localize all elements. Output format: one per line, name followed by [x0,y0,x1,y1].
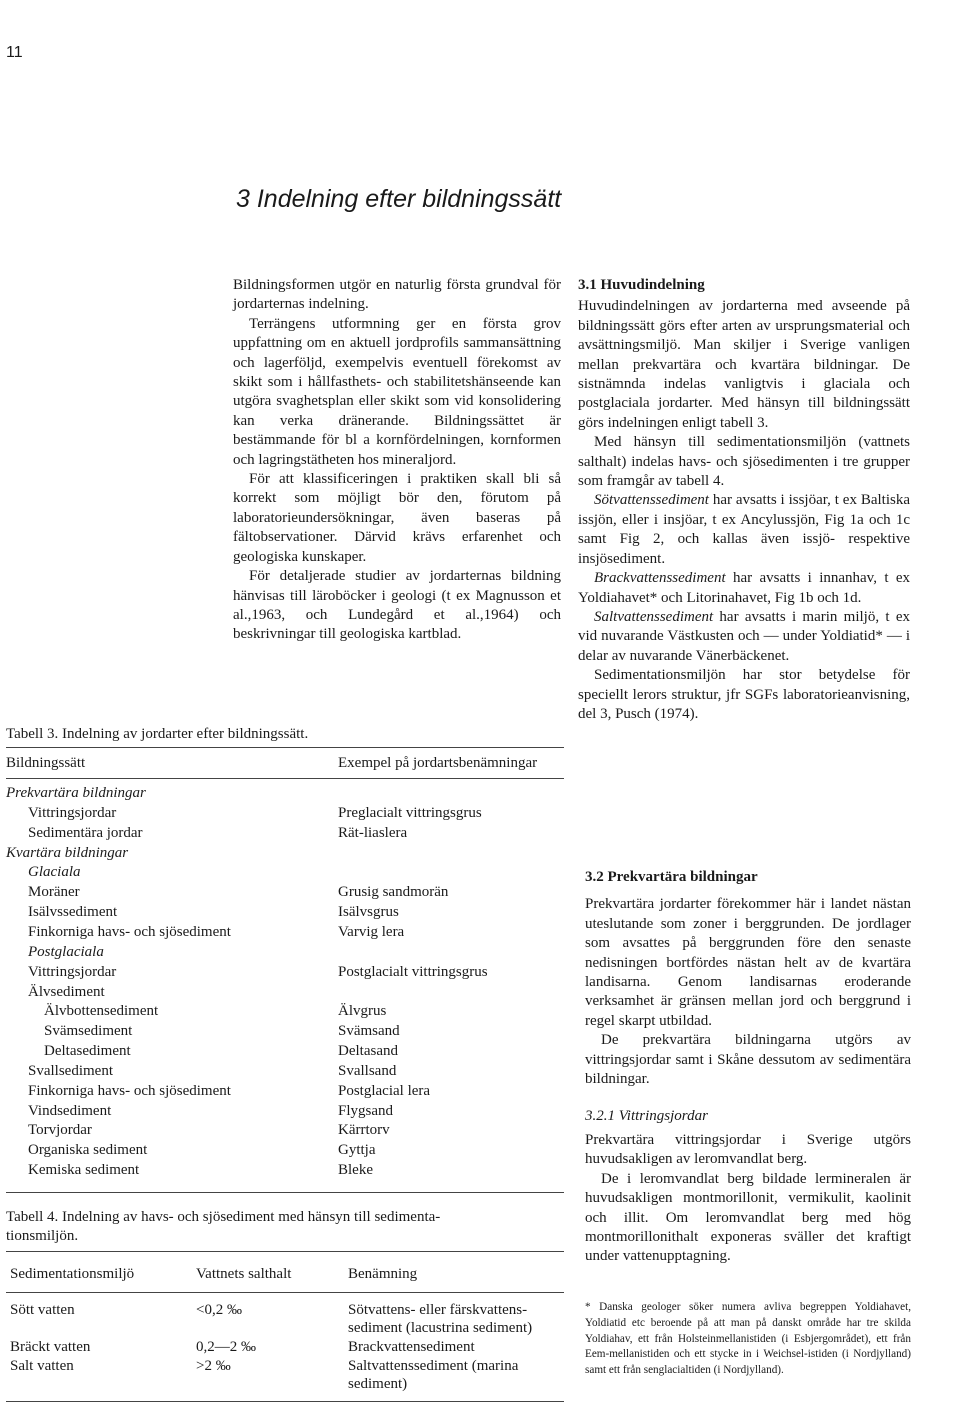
table3-cell-exempel: Deltasand [338,1043,398,1060]
table4-cell: Brackvattensediment [348,1339,475,1355]
table3-header-rule [6,778,564,779]
paragraph: De i leromvandlat berg bildade lermineralen är huvudsakligen montmorillonit, vermikulit, kaolinit och illit. Om leromvandlat berg med hög montmorillonithalt exponeras sväller det kraftigt under vattenupptagning. [585,1170,911,1265]
paragraph: För att klassificeringen i praktiken skall bli så korrekt som möjligt bör den, förutom på laboratorieundersökningar, även baseras på fältobservationer. Därvid krävs erfarenhet och geologiska kunskaper. [233,471,561,565]
table4-cell: Sötvattens- eller färskvattens- [348,1302,528,1318]
paragraph: Sedimentationsmiljön har stor betydelse för speciellt lerors struktur, jfr SGFs laboratorieanvisning, del 3, Pusch (1974). [578,667,910,722]
table3-top-rule [6,747,564,748]
table3-cell-exempel: Gyttja [338,1142,376,1159]
table3-cell-bildningssatt: Älvbottensediment [44,1003,159,1020]
table3-cell-exempel: Isälvsgrus [338,904,399,921]
table3-cell-exempel: Varvig lera [338,923,405,940]
paragraph: Bildningsformen utgör en naturlig första grundval för jordarternas indelning. [233,277,561,313]
paragraph: Med hänsyn till sedimentationsmiljön (vattnets salthalt) indelas havs- och sjösedimenten i tre grupper som framgår av tabell 4. [578,434,910,490]
table4-cell: <0,2 ‰ [196,1302,242,1318]
section-3-1 [578,276,910,724]
table3-cell-exempel: Grusig sandmorän [338,884,449,901]
paragraph: Huvudindelningen av jordarterna med avseende på bildningssätt görs efter arten av ursprungsmaterial och avsättningsmiljö. Man skiljer i Sverige vanligen mellan prekvartära och kvartära bildningar. De sistnämnda indelas vanligtvis i glaciala och postglaciala jordarter. Med hänsyn till bildningssätt görs indelningen enligt tabell 3. [578,298,910,431]
table4-cell: Saltvattenssediment (marina [348,1358,519,1374]
table4-caption-line2: tionsmiljön. [6,1228,79,1244]
table4-header-col2: Vattnets salthalt [196,1266,292,1282]
table3-cell-bildningssatt: Svallsediment [28,1062,113,1079]
table3-cell-exempel: Rät-liaslera [338,824,408,841]
paragraph: De prekvartära bildningarna utgörs av vittringsjordar samt i Skåne dessutom av sedimentära bildningar. [585,1032,911,1088]
term: Brackvattenssediment [594,570,726,587]
table3-cell-bildningssatt: Kvartära bildningar [6,844,129,861]
table4-header-col1: Sedimentationsmiljö [10,1266,135,1282]
table3-cell-bildningssatt: Vittringsjordar [28,963,117,980]
table3-cell-bildningssatt: Vindsediment [28,1102,112,1119]
table3-cell-bildningssatt: Finkorniga havs- och sjösediment [28,923,231,940]
table3-header-col1: Bildningssätt [6,755,86,771]
table3-cell-exempel: Svämsand [338,1023,400,1040]
table3-cell-exempel: Postglacialt vittringsgrus [338,963,488,980]
table4-cell: 0,2—2 ‰ [196,1339,256,1355]
paragraph [578,491,910,569]
table3-cell-bildningssatt: Deltasediment [44,1043,131,1060]
table3-cell-bildningssatt: Älvsediment [28,983,105,1000]
table3-cell-bildningssatt: Postglaciala [28,943,104,960]
table3-cell-exempel: Älvgrus [338,1003,387,1020]
paragraph: Prekvartära jordarter förekommer här i landet nästan uteslutande som zoner i berggrunden. De jordlager som avsattes på berggrunden före den senaste nedisningen bortfördes nästan helt av de kvartära landisarna. Genom landisarnas eroderande verksamhet är gränsen mellan jord och berggrund i regel skarpt utbildad. [585,896,911,1029]
table4-header-col3: Benämning [348,1266,418,1282]
section-heading: 3.1 Huvudindelning [578,277,705,293]
paragraph: Terrängens utformning ger en första grov uppfattning om en aktuell jordprofils sammansättning och lagerföljd, exempelvis eventuell förekomst av skikt som i hållfasthets- och stabilitetshänseende kan utgöra svaghetsplan eller skikt som vid konsolidering kan verka dränerande. Bildningssättet är bestämmande för bl a kornfördelningen, kornformen och lagringstätheten hos mineraljord. [233,315,561,468]
table4-bottom-rule [6,1401,564,1402]
table3-cell-exempel: Postglacial lera [338,1082,431,1099]
table3-cell-bildningssatt: Isälvssediment [28,904,118,921]
table4-caption-line1: Tabell 4. Indelning av havs- och sjösediment med hänsyn till sedimenta- [6,1209,441,1225]
subsection-heading: 3.2.1 Vittringsjordar [585,1108,708,1125]
intro-text [233,276,561,645]
paragraph [578,608,910,666]
page-number: 11 [6,44,23,61]
table3-cell-exempel: Svallsand [338,1062,397,1079]
table3-header-col2: Exempel på jordartsbenämningar [338,755,538,771]
chapter-title: 3 Indelning efter bildningssätt [236,185,562,213]
table3-cell-bildningssatt: Prekvartära bildningar [6,785,146,801]
term: Saltvattenssediment [594,608,714,625]
table3-cell-exempel: Preglacialt vittringsgrus [338,804,482,821]
table3-cell-exempel: Bleke [338,1162,373,1179]
table3-cell-exempel: Flygsand [338,1102,394,1119]
table3-cell-bildningssatt: Svämsediment [44,1023,133,1040]
table4-cell: Sött vatten [10,1302,75,1318]
table4-cell: >2 ‰ [196,1358,231,1374]
table3-cell-bildningssatt: Finkorniga havs- och sjösediment [28,1082,231,1099]
table3-cell-bildningssatt: Sedimentära jordar [28,824,143,841]
text: har avsatts i issjöar, t ex Baltiska issjön, eller i insjöar, t ex Ancylussjön, Fig 1a och 1c samt Fig 2, och kallas även issjö- respektive insjösediment. [578,492,910,567]
text: har avsatts i marin miljö, t ex vid nuvarande Västkusten och — under Yoldiatid* — i delar av nuvarande Vänerbäckenet. [578,608,910,664]
table3-cell-bildningssatt: Organiska sediment [28,1142,148,1159]
table3-cell-bildningssatt: Moräner [28,884,80,901]
table3-cell-bildningssatt: Vittringsjordar [28,804,117,821]
table4-cell: sediment (lacustrina sediment) [348,1320,533,1336]
table4-cell: Bräckt vatten [10,1339,91,1355]
term: Sötvattenssediment [594,492,709,509]
paragraph: För detaljerade studier av jordarternas bildning hänvisas till läroböcker i geologi (t ex Magnusson et al.,1963, och Lundegård et al.,1964) och beskrivningar till geologiska kartblad. [233,568,561,643]
section-3-2 [585,868,911,1267]
table4-cell: sediment) [348,1376,408,1392]
paragraph [578,569,910,608]
footnote: * Danska geologer söker numera avliva begreppen Yoldiahavet, Yoldiatid etc beroende på att man på danskt område har tre skilda Yoldiahav, ett från Holsteinmellanistiden (i Esbjergområdet), ett från Eem-mellanistiden och ett stycke in i Weichsel-istiden (i Nordjylland) samt ett från senglacialtiden (i Nordjylland). [585,1301,911,1377]
table3-caption: Tabell 3. Indelning av jordarter efter bildningssätt. [6,726,309,742]
table4-top-rule [6,1251,564,1252]
section-heading: 3.2 Prekvartära bildningar [585,869,758,885]
table3-bottom-rule [6,1192,564,1193]
table4-cell: Salt vatten [10,1358,74,1374]
table4-header-rule [6,1292,564,1293]
paragraph: Prekvartära vittringsjordar i Sverige utgörs huvudsakligen av leromvandlat berg. [585,1131,911,1168]
table3-cell-bildningssatt: Glaciala [28,864,81,881]
table3-cell-bildningssatt: Kemiska sediment [28,1162,140,1179]
table3-cell-exempel: Kärrtorv [338,1122,390,1139]
text: har avsatts i innanhav, t ex Yoldiahavet* och Litorinahavet, Fig 1b och 1d. [578,570,910,606]
table3-cell-bildningssatt: Torvjordar [28,1122,92,1139]
